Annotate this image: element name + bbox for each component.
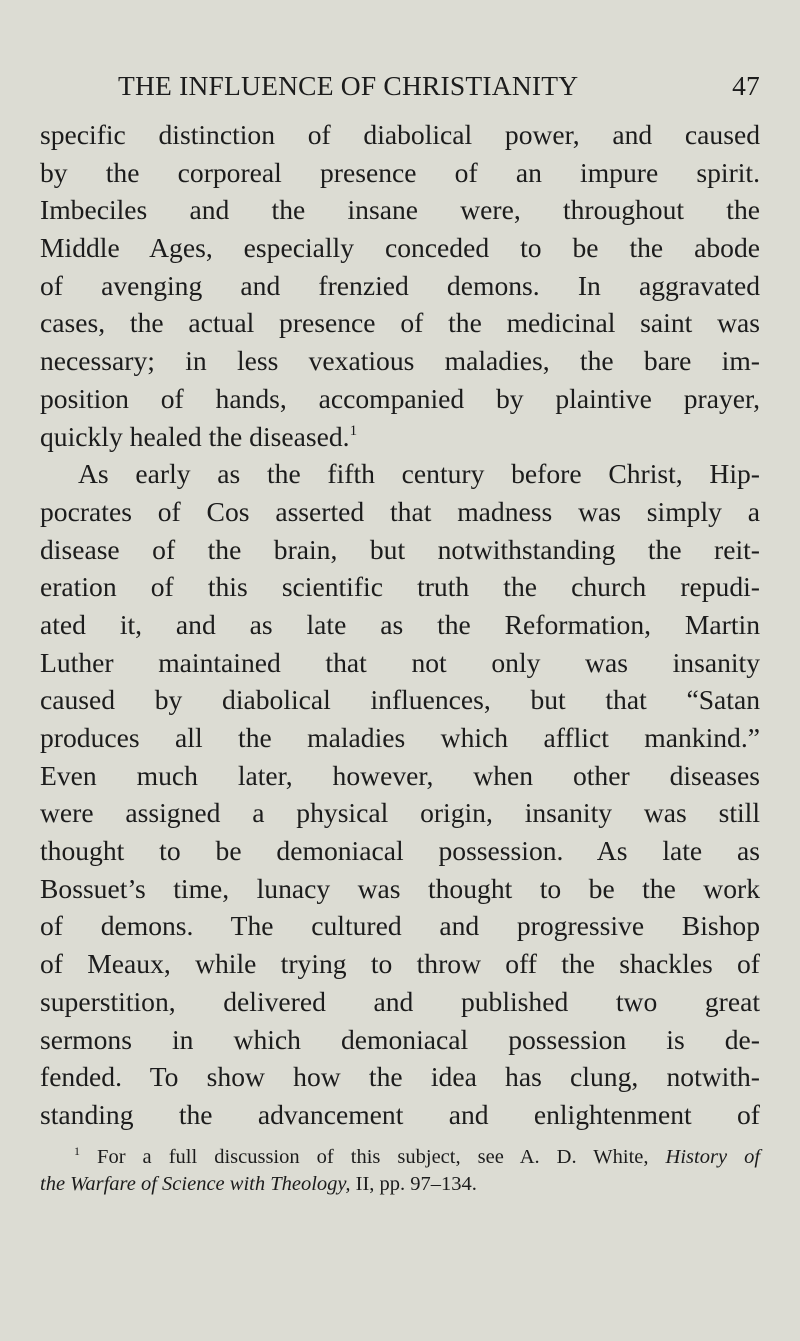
text-line: cases, the actual presence of the medicinal saint was bbox=[40, 307, 760, 339]
text-line: by the corporeal presence of an impure spirit. bbox=[40, 156, 760, 188]
running-header bbox=[118, 70, 760, 102]
footnote-marker: 1 bbox=[74, 1143, 80, 1158]
footnote-text: For a full discussion of this subject, see A. D. White, bbox=[97, 1145, 649, 1168]
text-line: of avenging and frenzied demons. In aggravated bbox=[40, 269, 760, 301]
text-line-content: quickly healed the diseased. bbox=[40, 420, 350, 452]
text-line: thought to be demoniacal possession. As late as bbox=[40, 835, 760, 867]
footnote-line bbox=[40, 1144, 760, 1171]
text-line: specific distinction of diabolical power, and caused bbox=[40, 119, 760, 150]
text-line: caused by diabolical influences, but that “Satan bbox=[40, 684, 760, 716]
text-line: position of hands, accompanied by plaintive prayer, bbox=[40, 382, 760, 414]
footnote-text: II, pp. 97–134. bbox=[355, 1172, 477, 1195]
text-line: Middle Ages, especially conceded to be the abode bbox=[40, 232, 760, 264]
body-text bbox=[40, 116, 760, 1134]
text-line: disease of the brain, but notwithstanding the reit- bbox=[40, 533, 760, 565]
book-page bbox=[40, 70, 760, 1198]
text-line: standing the advancement and enlightenment of bbox=[40, 1098, 760, 1130]
text-line: As early as the fifth century before Christ, Hip- bbox=[78, 458, 760, 490]
text-line: fended. To show how the idea has clung, notwith- bbox=[40, 1061, 760, 1093]
text-line: were assigned a physical origin, insanity was still bbox=[40, 797, 760, 829]
text-line: Bossuet’s time, lunacy was thought to be the work bbox=[40, 872, 760, 904]
footnote bbox=[40, 1144, 760, 1198]
text-line: sermons in which demoniacal possession is de- bbox=[40, 1023, 760, 1055]
text-line: necessary; in less vexatious maladies, the bare im- bbox=[40, 345, 760, 377]
text-line: of demons. The cultured and progressive Bishop bbox=[40, 910, 760, 942]
text-line: produces all the maladies which afflict mankind.” bbox=[40, 722, 760, 753]
footnote-citation-title: History of bbox=[665, 1145, 761, 1168]
text-line: of Meaux, while trying to throw off the shackles of bbox=[40, 948, 760, 980]
text-line: ated it, and as late as the Reformation, Martin bbox=[40, 608, 760, 640]
text-line: Imbeciles and the insane were, throughout the bbox=[40, 194, 760, 226]
text-line: Even much later, however, when other diseases bbox=[40, 759, 760, 791]
page-number: 47 bbox=[732, 70, 760, 101]
running-title: THE INFLUENCE OF CHRISTIANITY bbox=[118, 70, 579, 101]
text-line bbox=[40, 418, 760, 456]
text-line: superstition, delivered and published two great bbox=[40, 985, 760, 1017]
text-line: pocrates of Cos asserted that madness was simply a bbox=[40, 495, 760, 527]
text-line: Luther maintained that not only was insanity bbox=[40, 646, 760, 678]
footnote-reference: 1 bbox=[349, 422, 358, 439]
footnote-citation-title: the Warfare of Science with Theology, bbox=[40, 1172, 351, 1195]
text-line: eration of this scientific truth the church repudi- bbox=[40, 571, 760, 603]
footnote-line bbox=[40, 1171, 760, 1198]
